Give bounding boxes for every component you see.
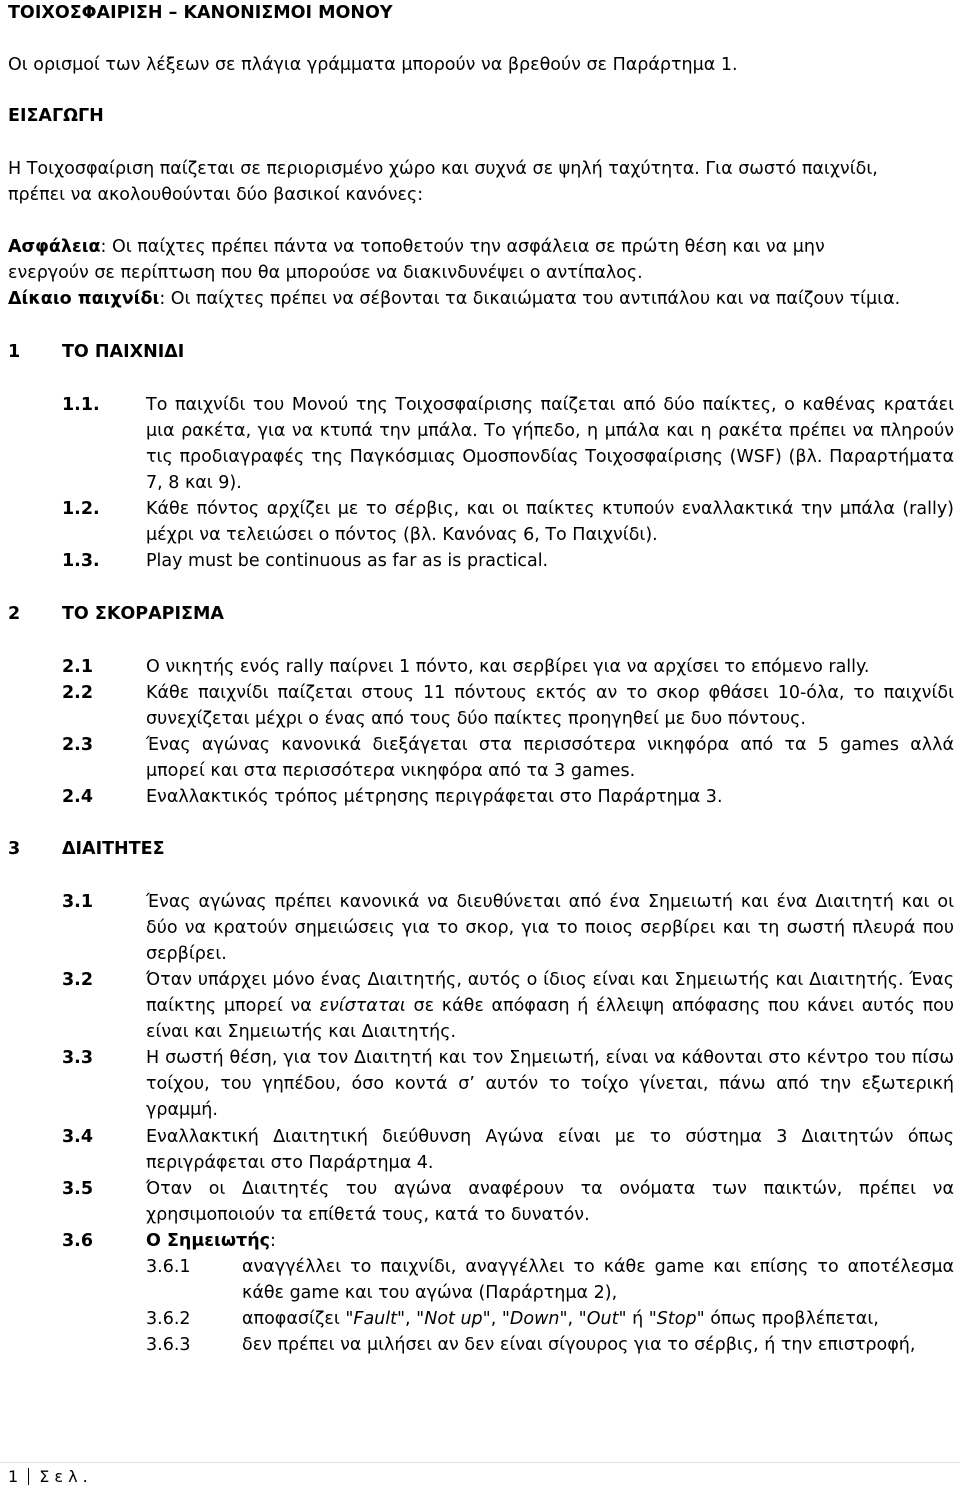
term-fault: Fault [353,1309,397,1329]
page-number: 1 [8,1467,19,1486]
rule-2-3-text: Ένας αγώνας κανονικά διεξάγεται στα περισσότερα νικηφόρα από τα 5 games αλλά μπορεί και στα περισσότερα νικηφόρα από τα 3 games. [146,735,954,781]
rule-3-2-number: 3.2 [62,970,94,990]
rule-3-1-text: Ένας αγώνας πρέπει κανονικά να διευθύνεται από ένα Σημειωτή και ένα Διαιτητή και οι δύο να κρατούν σημειώσεις για το σκορ, για το ποιος σερβίρει και τη σωστή πλευρά που σερβίρει. [146,892,954,964]
rule-3-6-2-part: " όπως προβλέπεται, [696,1309,879,1329]
rule-3-4-text: Εναλλακτική Διαιτητική διεύθυνση Αγώνα είναι με το σύστημα 3 Διαιτητών όπως περιγράφεται στο Παράρτημα 4. [146,1127,954,1173]
rule-3-4-number: 3.4 [62,1127,94,1147]
rule-3-3-text: Η σωστή θέση, για τον Διαιτητή και τον Σημειωτή, είναι να κάθονται στο κέντρο του πίσω τοίχου, του γηπέδου, όσο κοντά σ’ αυτόν το τοίχο γίνεται, πάνω από την εξωτερική γραμμή. [146,1048,954,1120]
intro-line-1: Η Τοιχοσφαίριση παίζεται σε περιορισμένο χώρο και συχνά σε ψηλή ταχύτητα. Για σωστό παιχνίδι, [8,159,878,179]
rule-3-6-2-number: 3.6.2 [146,1309,191,1329]
safety-text: : Οι παίχτες πρέπει πάντα να τοποθετούν την ασφάλεια σε πρώτη θέση και να μην [100,237,825,257]
rule-2-3-number: 2.3 [62,735,94,755]
fairplay-label: Δίκαιο παιχνίδι [8,289,160,309]
rule-3-6-2-part: " ή " [618,1309,657,1329]
rule-1-2-number: 1.2. [62,499,100,519]
term-stop: Stop [656,1309,697,1329]
rule-3-5-text: Όταν οι Διαιτητές του αγώνα αναφέρουν τα ονόματα των παικτών, πρέπει να χρησιμοποιούν τα επίθετά τους, κατά το δυνατόν. [146,1179,954,1225]
section-3-number: 3 [8,839,21,859]
safety-label: Ασφάλεια [8,237,101,257]
intro-line-2: πρέπει να ακολουθούνται δύο βασικοί κανόνες: [8,185,424,205]
rule-3-6-1-number: 3.6.1 [146,1257,191,1277]
rule-1-1-text: Το παιχνίδι του Μονού της Τοιχοσφαίρισης παίζεται από δύο παίκτες, ο καθένας κρατάει μια ρακέτα, για να κτυπά την μπάλα. Το γήπεδο, η μπάλα και η ρακέτα πρέπει να πληρούν τις προδιαγραφές της Παγκόσμιας Ομοσπονδίας Τοιχοσφαίρισης (WSF) (βλ. Παραρτήματα 7, 8 και 9). [146,395,954,493]
section-2-heading: ΤΟ ΣΚΟΡΑΡΙΣΜΑ [62,604,224,624]
scorer-colon: : [270,1231,276,1251]
rule-3-6-2-part: ", " [559,1309,587,1329]
section-1-heading: ΤΟ ΠΑΙΧΝΙΔΙ [62,342,185,362]
section-3-heading: ΔΙΑΙΤΗΤΕΣ [62,839,165,859]
term-out: Out [586,1309,619,1329]
term-not-up: Not up [424,1309,483,1329]
rule-2-2-text: Κάθε παιχνίδι παίζεται στους 11 πόντους εκτός αν το σκορ φθάσει 10-όλα, το παιχνίδι συνεχίζεται μέχρι ο ένας από τους δύο παίκτες προηγηθεί με δυο πόντους. [146,683,954,729]
rule-3-6-number: 3.6 [62,1231,94,1251]
definitions-note: Οι ορισμοί των λέξεων σε πλάγια γράμματα μπορούν να βρεθούν σε Παράρτημα 1. [8,55,738,75]
rule-3-6-2-part: ", " [397,1309,425,1329]
rule-2-4-number: 2.4 [62,787,94,807]
safety-rule-cont: ενεργούν σε περίπτωση που θα μπορούσε να διακινδυνέψει ο αντίπαλος. [8,263,643,283]
rule-3-6-3-number: 3.6.3 [146,1335,191,1355]
rule-1-3-number: 1.3. [62,551,100,571]
fairplay-rule [8,286,900,312]
rule-3-6-2-part: ", " [482,1309,510,1329]
rule-3-2-text-a: Όταν υπάρχει μόνο ένας Διαιτητής, αυτός ο ίδιος είναι και Σημειωτής και Διαιτητής. Ένας παίκτης μπορεί να [146,970,954,1016]
fairplay-text: : Οι παίχτες πρέπει να σέβονται τα δικαιώματα του αντιπάλου και να παίζουν τίμια. [159,289,901,309]
rule-2-4-text: Εναλλακτικός τρόπος μέτρησης περιγράφεται στο Παράρτημα 3. [146,787,723,807]
intro-heading: ΕΙΣΑΓΩΓΗ [8,106,104,126]
rule-2-2-number: 2.2 [62,683,94,703]
rule-3-6-3-text: δεν πρέπει να μιλήσει αν δεν είναι σίγουρος για το σέρβις, ή την επιστροφή, [242,1335,916,1355]
footer-divider [0,1462,960,1463]
section-2-number: 2 [8,604,21,624]
rule-1-1-number: 1.1. [62,395,100,415]
scorer-label: Ο Σημειωτής [146,1231,271,1251]
document-title: ΤΟΙΧΟΣΦΑΙΡΙΣΗ – ΚΑΝΟΝΙΣΜΟΙ ΜΟΝΟΥ [8,3,393,23]
rule-2-1-text: Ο νικητής ενός rally παίρνει 1 πόντο, και σερβίρει για να αρχίσει το επόμενο rally. [146,657,870,677]
rule-3-3-number: 3.3 [62,1048,94,1068]
rule-2-1-number: 2.1 [62,657,94,677]
term-down: Down [509,1309,560,1329]
rule-3-6-2-text [242,1306,879,1332]
rule-3-5-number: 3.5 [62,1179,94,1199]
footer-separator [28,1468,29,1485]
safety-rule [8,234,825,260]
rule-1-3-text: Play must be continuous as far as is practical. [146,551,549,571]
rule-3-1-number: 3.1 [62,892,94,912]
rule-3-2-text [146,967,954,1045]
rule-3-6-1-text: αναγγέλλει το παιχνίδι, αναγγέλλει το κάθε game και επίσης το αποτέλεσμα κάθε game και του αγώνα (Παράρτημα 2), [242,1257,954,1303]
page-label: Σ ε λ . [39,1467,88,1486]
rule-3-6-2-part: αποφασίζει " [242,1309,354,1329]
section-1-number: 1 [8,342,21,362]
rule-3-2-term: ενίσταται [319,996,406,1016]
page-footer [8,1466,88,1488]
rule-1-2-text: Κάθε πόντος αρχίζει με το σέρβις, και οι παίκτες κτυπούν εναλλακτικά την μπάλα (rally) μέχρι να τελειώσει ο πόντος (βλ. Κανόνας 6, Το Παιχνίδι). [146,499,954,545]
rule-3-6-text [146,1228,276,1254]
rule-3-2-text-b: σε κάθε απόφαση ή έλλειψη απόφασης που κάνει αυτός που είναι και Σημειωτής και Διαιτητής. [146,996,954,1042]
